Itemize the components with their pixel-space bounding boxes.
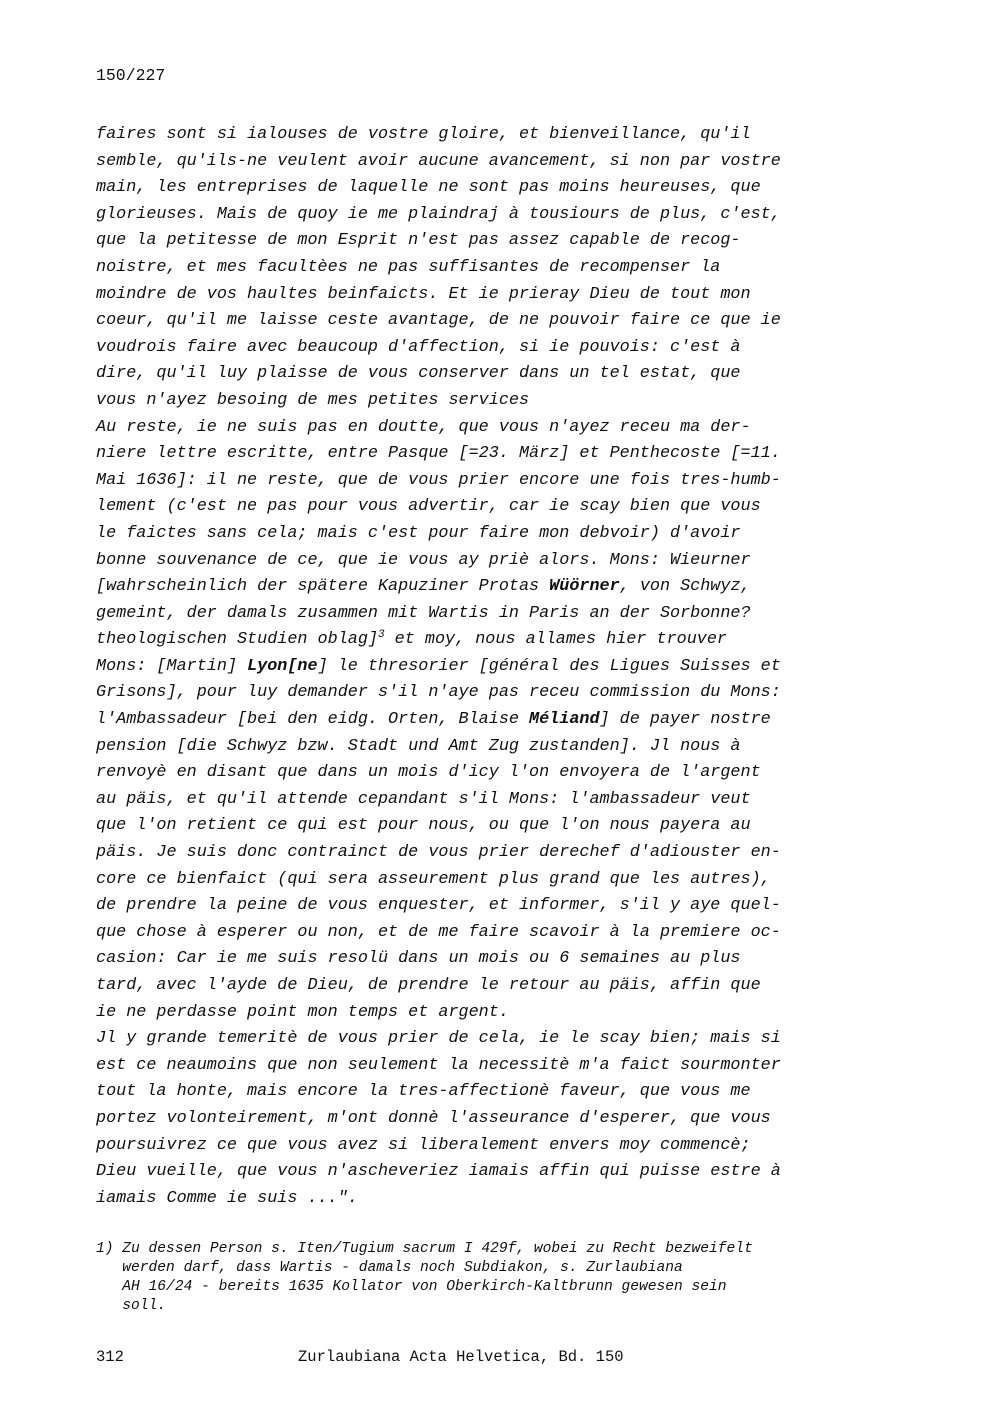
body-line: iamais Comme ie suis ...". — [96, 1188, 358, 1208]
body-line: core ce bienfaict (qui sera asseurement plus grand que les autres), — [96, 869, 771, 889]
body-line: semble, qu'ils-ne veulent avoir aucune avancement, si non par vostre — [96, 151, 781, 171]
body-line-text: Mons: [Martin] — [96, 656, 248, 676]
body-line: coeur, qu'il me laisse ceste avantage, de ne pouvoir faire ce que ie — [96, 311, 781, 331]
body-line — [96, 654, 896, 681]
body-line-text: [wahrscheinlich der spätere Kapuziner Protas — [96, 577, 550, 597]
body-line: casion: Car ie me suis resolü dans un mois ou 6 semaines au plus — [96, 949, 741, 969]
bold-name: Méliand — [529, 710, 600, 730]
body-line: que chose à esperer ou non, et de me faire scavoir à la premiere oc- — [96, 922, 781, 942]
body-line: noistre, et mes facultèes ne pas suffisantes de recompenser la — [96, 257, 721, 277]
page-reference: 150/227 — [96, 66, 166, 85]
body-line — [96, 627, 896, 654]
series-title: Zurlaubiana Acta Helvetica, Bd. 150 — [298, 1348, 624, 1366]
body-line: voudrois faire avec beaucoup d'affection, si ie pouvois: c'est à — [96, 337, 741, 357]
body-line: faires sont si ialouses de vostre gloire, et bienveillance, qu'il — [96, 125, 751, 144]
body-line: le faictes sans cela; mais c'est pour faire mon debvoir) d'avoir — [96, 523, 741, 543]
body-line: Jl y grande temeritè de vous prier de cela, ie le scay bien; mais si — [96, 1029, 781, 1049]
bold-name: Wüörner — [549, 577, 620, 597]
footnote-line: werden darf, dass Wartis - damals noch Subdiakon, s. Zurlaubiana — [96, 1260, 683, 1276]
body-line: au päis, et qu'il attende cepandant s'il Mons: l'ambassadeur veut — [96, 789, 751, 809]
body-line: pension [die Schwyz bzw. Stadt und Amt Zug zustanden]. Jl nous à — [96, 736, 741, 756]
body-line: Mai 1636]: il ne reste, que de vous prier encore une fois tres-humb- — [96, 470, 781, 490]
body-line: ie ne perdasse point mon temps et argent. — [96, 1002, 509, 1022]
body-line: päis. Je suis donc contrainct de vous prier derechef d'adiouster en- — [96, 843, 781, 863]
body-line: de prendre la peine de vous enquester, et informer, s'il y aye quel- — [96, 896, 781, 916]
footnote-ref: 3 — [377, 629, 385, 642]
letter-body-text — [96, 122, 896, 1212]
page-number: 312 — [96, 1348, 124, 1366]
body-line: gemeint, der damals zusammen mit Wartis in Paris an der Sorbonne? — [96, 603, 751, 623]
footnote — [96, 1240, 753, 1316]
footnote-line: 1) Zu dessen Person s. Iten/Tugium sacrum I 429f, wobei zu Recht bezweifelt — [96, 1241, 753, 1257]
body-line: vous n'ayez besoing de mes petites services — [96, 390, 530, 410]
body-line: Grisons], pour luy demander s'il n'aye pas receu commission du Mons: — [96, 683, 781, 703]
body-line: que la petitesse de mon Esprit n'est pas assez capable de recog- — [96, 231, 741, 251]
body-line-text: theologischen Studien oblag] — [96, 630, 378, 650]
footnote-line: soll. — [96, 1298, 167, 1314]
body-line-text: ] de payer nostre — [599, 710, 771, 730]
body-line-text: et moy, nous allames hier trouver — [384, 630, 727, 650]
body-line: tard, avec l'ayde de Dieu, de prendre le retour au päis, affin que — [96, 976, 761, 995]
body-line-text: , von Schwyz, — [619, 577, 751, 597]
body-line: niere lettre escritte, entre Pasque [=23. März] et Penthecoste [=11. — [96, 444, 781, 464]
body-line: main, les entreprises de laquelle ne sont pas moins heureuses, que — [96, 178, 761, 198]
body-line: moindre de vos haultes beinfaicts. Et ie prieray Dieu de tout mon — [96, 284, 751, 304]
body-line: tout la honte, mais encore la tres-affectionè faveur, que vous me — [96, 1082, 751, 1102]
body-line: poursuivrez ce que vous avez si liberalement envers moy commencè; — [96, 1135, 751, 1155]
body-line: lement (c'est ne pas pour vous advertir, car ie scay bien que vous — [96, 497, 761, 517]
body-line: est ce neaumoins que non seulement la necessitè m'a faict sourmonter — [96, 1055, 781, 1075]
body-line-text: ] le thresorier [général des Ligues Suisses et — [317, 656, 781, 676]
footnote-line: AH 16/24 - bereits 1635 Kollator von Oberkirch-Kaltbrunn gewesen sein — [96, 1279, 727, 1295]
body-line: dire, qu'il luy plaisse de vous conserver dans un tel estat, que — [96, 364, 741, 384]
body-line: glorieuses. Mais de quoy ie me plaindraj à tousiours de plus, c'est, — [96, 204, 781, 224]
body-line: renvoyè en disant que dans un mois d'icy l'on envoyera de l'argent — [96, 763, 761, 783]
body-line: portez volonteirement, m'ont donnè l'asseurance d'esperer, que vous — [96, 1108, 771, 1128]
body-line: Au reste, ie ne suis pas en doutte, que vous n'ayez receu ma der- — [96, 417, 751, 437]
body-line: que l'on retient ce qui est pour nous, ou que l'on nous payera au — [96, 816, 751, 836]
body-line — [96, 707, 896, 734]
bold-name: Lyon[ne — [247, 656, 318, 676]
body-line — [96, 574, 896, 601]
body-line: Dieu vueille, que vous n'ascheveriez iamais affin qui puisse estre à — [96, 1162, 781, 1182]
body-line: bonne souvenance de ce, que ie vous ay priè alors. Mons: Wieurner — [96, 550, 751, 570]
body-line-text: l'Ambassadeur [bei den eidg. Orten, Blaise — [96, 710, 530, 730]
